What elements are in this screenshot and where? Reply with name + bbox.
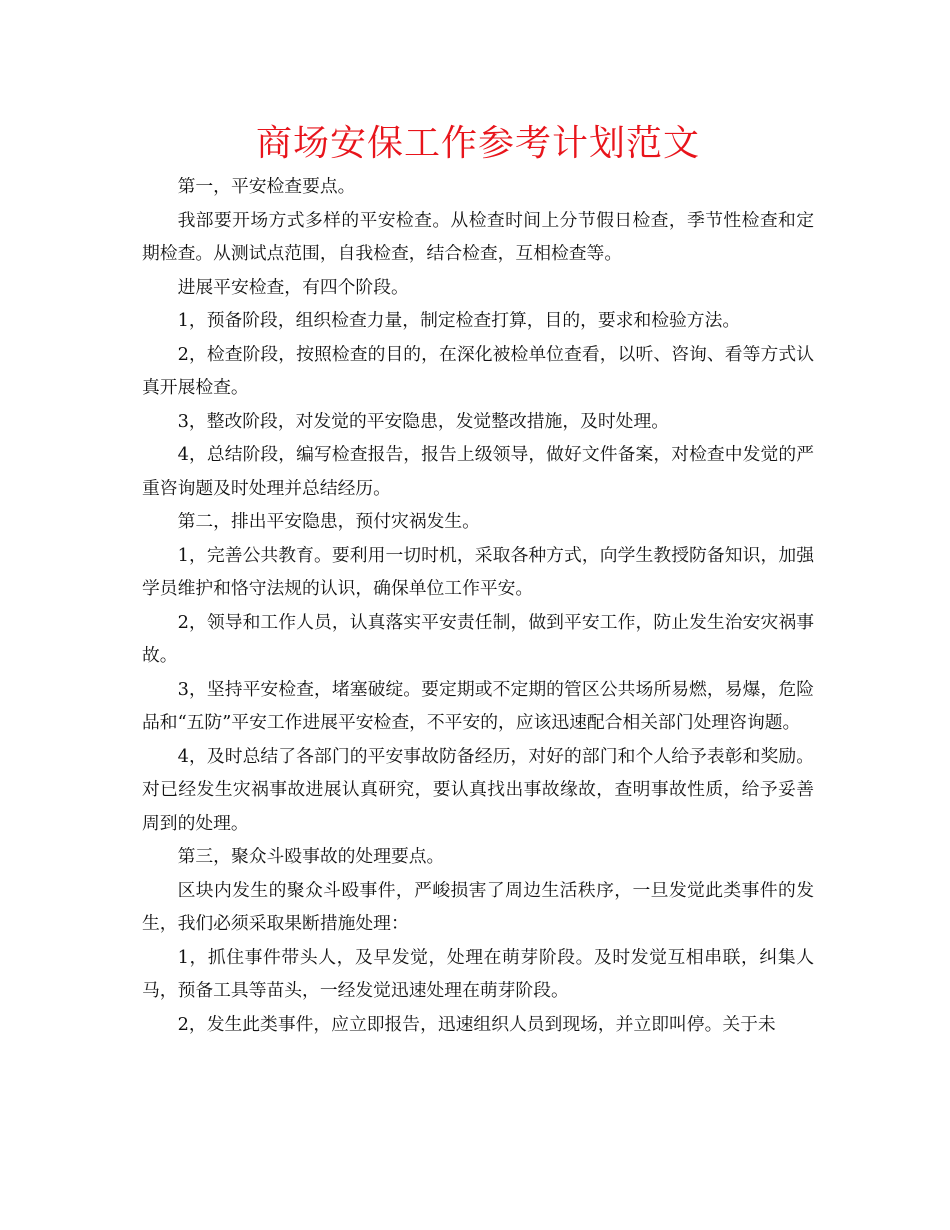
paragraph: 1，抓住事件带头人，及早发觉，处理在萌芽阶段。及时发觉互相串联，纠集人马，预备工具等苗头，一经发觉迅速处理在萌芽阶段。 [142,946,814,1001]
document-page [142,118,814,1041]
paragraph: 我部要开场方式多样的平安检查。从检查时间上分节假日检查，季节性检查和定期检查。从测试点范围，自我检查，结合检查，互相检查等。 [142,209,814,264]
paragraph: 2，检查阶段，按照检查的目的，在深化被检单位查看，以听、咨询、看等方式认真开展检查。 [142,343,814,398]
paragraph: 3，整改阶段，对发觉的平安隐患，发觉整改措施，及时处理。 [177,410,670,432]
paragraph: 第一，平安检查要点。 [177,176,356,197]
paragraph: 进展平安检查，有四个阶段。 [177,276,409,298]
paragraph: 第三，聚众斗殴事故的处理要点。 [177,846,445,867]
paragraph: 1，完善公共教育。要利用一切时机，采取各种方式，向学生教授防备知识，加强学员维护和恪守法规的认识，确保单位工作平安。 [142,544,814,599]
paragraph: 4，总结阶段，编写检查报告，报告上级领导，做好文件备案，对检查中发觉的严重咨询题及时处理并总结经历。 [142,444,814,499]
paragraph: 1，预备阶段，组织检查力量，制定检查打算，目的，要求和检验方法。 [177,310,741,331]
paragraph: 4，及时总结了各部门的平安事故防备经历，对好的部门和个人给予表彰和奖励。对已经发生灾祸事故进展认真研究，要认真找出事故缘故，查明事故性质，给予妥善周到的处理。 [142,745,814,834]
paragraph: 3，坚持平安检查，堵塞破绽。要定期或不定期的管区公共场所易燃，易爆，危险品和“五防”平安工作进展平安检查，不平安的，应该迅速配合相关部门处理咨询题。 [142,678,814,733]
document-title: 商场安保工作参考计划范文 [255,123,700,164]
document-body [142,170,814,1041]
paragraph: 2，发生此类事件，应立即报告，迅速组织人员到现场，并立即叫停。关于未 [177,1013,776,1035]
paragraph: 区块内发生的聚众斗殴事件，严峻损害了周边生活秩序，一旦发觉此类事件的发生，我们必须采取果断措施处理： [142,879,814,934]
paragraph: 第二，排出平安隐患，预付灾祸发生。 [177,511,480,532]
paragraph: 2，领导和工作人员，认真落实平安责任制，做到平安工作，防止发生治安灾祸事故。 [142,611,814,666]
